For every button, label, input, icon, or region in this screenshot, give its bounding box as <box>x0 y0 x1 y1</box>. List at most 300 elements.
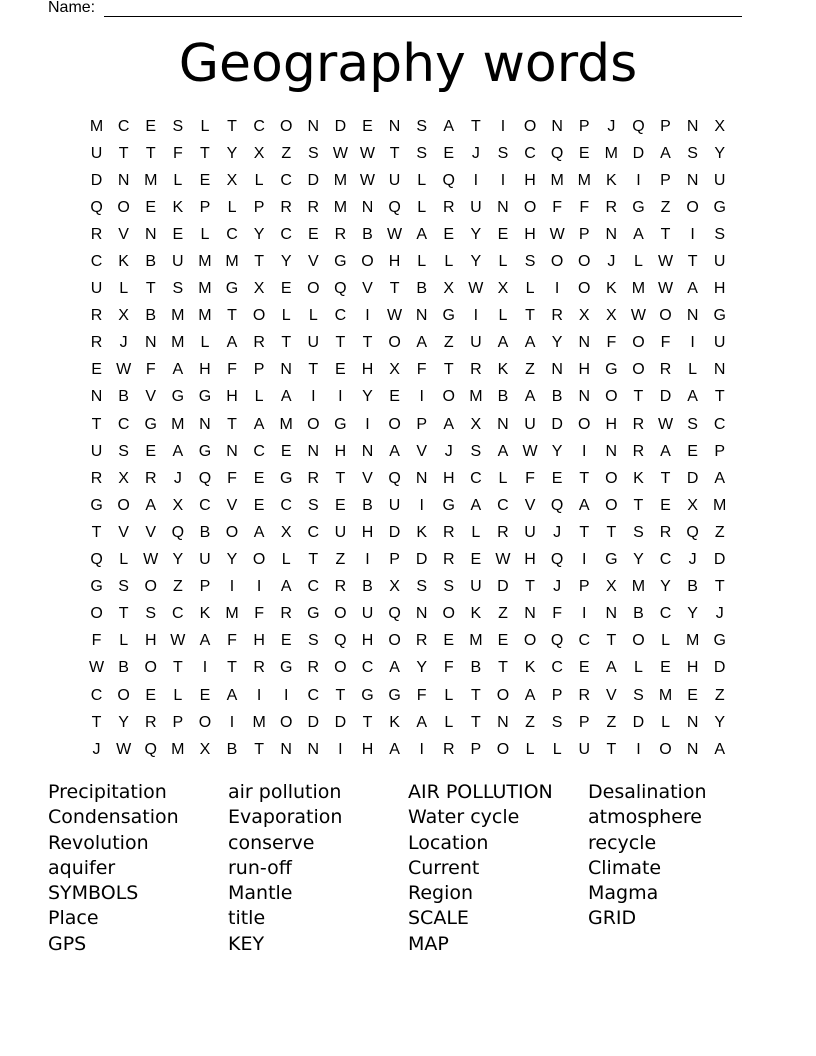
grid-letter: E <box>389 388 400 406</box>
grid-letter: W <box>359 144 376 162</box>
grid-letter: T <box>227 117 237 135</box>
grid-letter: H <box>226 388 238 406</box>
grid-letter: B <box>362 578 373 596</box>
grid-letter: N <box>307 740 320 758</box>
grid-letter: Q <box>550 144 564 162</box>
grid-letter: I <box>582 551 587 569</box>
grid-letter: A <box>660 144 671 162</box>
grid-letter: Y <box>253 225 265 243</box>
grid-letter: A <box>416 334 427 352</box>
grid-letter: N <box>578 334 591 352</box>
grid-letter: Z <box>660 198 671 216</box>
grid-letter: T <box>362 713 373 731</box>
grid-letter: N <box>497 198 509 216</box>
grid-row <box>83 628 733 655</box>
grid-letter: J <box>553 523 562 541</box>
grid-letter: S <box>416 144 427 162</box>
grid-letter: F <box>416 361 427 379</box>
grid-letter: Y <box>551 334 563 352</box>
grid-letter: N <box>226 442 238 460</box>
grid-letter: A <box>443 117 455 135</box>
grid-letter: T <box>660 469 671 487</box>
grid-letter: W <box>332 144 348 162</box>
grid-letter: M <box>279 415 293 433</box>
grid-letter: M <box>171 307 185 325</box>
grid-letter: S <box>307 632 319 650</box>
grid-letter: Z <box>443 334 454 352</box>
word-list-item: Precipitation <box>48 781 167 803</box>
grid-letter: S <box>714 225 726 243</box>
grid-letter: O <box>388 415 401 433</box>
grid-letter: L <box>227 198 237 216</box>
grid-letter: G <box>713 307 726 325</box>
grid-letter: C <box>117 117 130 135</box>
letter-grid <box>83 113 733 763</box>
grid-letter: E <box>497 632 509 650</box>
grid-letter: P <box>199 578 211 596</box>
grid-letter: N <box>415 469 428 487</box>
grid-letter: O <box>334 605 347 623</box>
grid-letter: H <box>524 171 536 189</box>
word-list-item: SYMBOLS <box>48 882 139 905</box>
grid-letter: B <box>362 225 373 243</box>
grid-letter: M <box>713 496 727 514</box>
grid-letter: O <box>659 307 672 325</box>
grid-letter: N <box>686 117 699 135</box>
word-list-item: SCALE <box>408 907 469 930</box>
grid-letter: X <box>687 496 698 514</box>
grid-letter: F <box>227 469 237 487</box>
grid-letter: C <box>713 415 726 433</box>
grid-letter: R <box>605 198 618 216</box>
grid-letter: U <box>388 171 401 189</box>
grid-letter: Z <box>714 686 725 704</box>
grid-letter: T <box>335 686 346 704</box>
grid-letter: S <box>687 415 698 433</box>
grid-letter: H <box>361 740 374 758</box>
grid-letter: A <box>687 280 698 298</box>
grid-letter: I <box>419 496 424 514</box>
grid-letter: S <box>416 578 427 596</box>
grid-letter: M <box>469 632 483 650</box>
grid-letter: R <box>253 659 265 677</box>
grid-letter: B <box>687 578 698 596</box>
grid-letter: T <box>308 551 319 569</box>
grid-letter: X <box>497 280 509 298</box>
grid-letter: R <box>497 523 509 541</box>
grid-letter: X <box>253 144 265 162</box>
grid-letter: M <box>171 415 185 433</box>
grid-letter: R <box>280 198 292 216</box>
grid-letter: E <box>443 632 455 650</box>
grid-letter: K <box>633 469 644 487</box>
grid-letter: M <box>144 171 158 189</box>
grid-letter: L <box>200 334 210 352</box>
grid-letter: G <box>225 280 239 298</box>
grid-letter: R <box>307 469 320 487</box>
grid-letter: I <box>690 334 695 352</box>
grid-letter: W <box>630 307 646 325</box>
grid-letter: K <box>470 605 482 623</box>
grid-letter: Y <box>714 144 726 162</box>
grid-letter: O <box>659 740 672 758</box>
grid-letter: W <box>549 225 565 243</box>
grid-letter: O <box>334 659 347 677</box>
word-list-item: GPS <box>48 932 87 955</box>
grid-row <box>83 194 733 221</box>
grid-letter: G <box>632 198 645 216</box>
grid-letter: G <box>171 388 185 406</box>
grid-letter: Z <box>281 144 292 162</box>
grid-letter: L <box>633 253 643 271</box>
grid-letter: E <box>443 225 455 243</box>
grid-letter: Z <box>714 523 725 541</box>
word-list-item: Location <box>408 831 489 854</box>
grid-letter: C <box>497 496 509 514</box>
grid-letter: T <box>200 144 210 162</box>
grid-letter: A <box>389 442 400 460</box>
grid-letter: L <box>417 198 427 216</box>
grid-letter: D <box>713 659 726 677</box>
grid-letter: S <box>118 578 129 596</box>
grid-letter: I <box>338 740 343 758</box>
grid-letter: T <box>525 307 535 325</box>
grid-letter: W <box>657 415 674 433</box>
grid-letter: J <box>444 442 453 460</box>
grid-letter: L <box>498 307 508 325</box>
word-list-item: Evaporation <box>228 806 343 829</box>
grid-letter: A <box>172 442 184 460</box>
grid-row <box>83 357 733 384</box>
grid-letter: L <box>444 686 454 704</box>
grid-letter: A <box>524 334 536 352</box>
grid-letter: H <box>253 632 265 650</box>
grid-letter: A <box>416 713 427 731</box>
grid-letter: S <box>470 442 482 460</box>
grid-letter: R <box>307 198 320 216</box>
grid-letter: I <box>256 686 262 704</box>
grid-letter: A <box>524 388 536 406</box>
grid-letter: Z <box>498 605 508 623</box>
grid-letter: Q <box>171 523 185 541</box>
grid-letter: A <box>226 334 238 352</box>
grid-letter: F <box>145 361 156 379</box>
grid-letter: Q <box>144 740 157 758</box>
grid-letter: W <box>170 632 186 650</box>
grid-letter: L <box>661 713 670 731</box>
grid-letter: L <box>498 469 508 487</box>
grid-letter: N <box>415 605 428 623</box>
grid-letter: I <box>500 117 506 135</box>
word-list-item: Desalination <box>588 781 707 803</box>
word-list-item: atmosphere <box>588 806 702 829</box>
grid-letter: T <box>579 469 590 487</box>
grid-letter: S <box>172 117 184 135</box>
grid-letter: M <box>171 334 185 352</box>
grid-letter: T <box>91 415 102 433</box>
grid-letter: O <box>605 388 618 406</box>
grid-row <box>83 140 733 167</box>
grid-letter: E <box>660 496 671 514</box>
grid-letter: F <box>525 469 535 487</box>
grid-letter: W <box>657 253 674 271</box>
grid-letter: I <box>283 686 289 704</box>
grid-letter: P <box>470 740 482 758</box>
grid-letter: W <box>387 307 403 325</box>
grid-letter: F <box>579 198 590 216</box>
grid-letter: M <box>225 605 239 623</box>
grid-row <box>83 221 733 248</box>
grid-letter: T <box>389 144 400 162</box>
grid-letter: Q <box>90 198 103 216</box>
grid-letter: S <box>443 578 455 596</box>
grid-letter: U <box>199 551 211 569</box>
grid-letter: L <box>281 551 291 569</box>
grid-letter: M <box>252 713 266 731</box>
grid-letter: Y <box>118 713 129 731</box>
grid-letter: T <box>118 144 129 162</box>
grid-letter: A <box>633 225 644 243</box>
grid-letter: T <box>227 415 237 433</box>
grid-letter: C <box>90 253 103 271</box>
grid-letter: L <box>173 686 183 704</box>
grid-letter: N <box>117 171 130 189</box>
grid-letter: P <box>578 117 590 135</box>
grid-letter: S <box>524 253 536 271</box>
name-write-line[interactable] <box>104 16 742 17</box>
grid-letter: N <box>605 442 618 460</box>
grid-letter: U <box>713 334 726 352</box>
grid-letter: O <box>361 253 374 271</box>
grid-letter: X <box>714 117 726 135</box>
grid-letter: F <box>227 361 237 379</box>
grid-letter: U <box>524 415 536 433</box>
grid-letter: Y <box>172 551 184 569</box>
grid-letter: A <box>714 469 726 487</box>
grid-letter: S <box>633 523 644 541</box>
grid-letter: Q <box>388 469 401 487</box>
grid-letter: B <box>416 280 427 298</box>
grid-letter: R <box>578 686 591 704</box>
grid-letter: N <box>90 388 103 406</box>
grid-letter: A <box>280 578 292 596</box>
grid-letter: R <box>90 307 103 325</box>
grid-letter: U <box>524 523 536 541</box>
grid-letter: I <box>419 388 424 406</box>
grid-letter: D <box>497 578 509 596</box>
grid-letter: S <box>497 144 509 162</box>
grid-letter: V <box>307 253 319 271</box>
grid-letter: T <box>389 280 400 298</box>
grid-letter: I <box>311 388 316 406</box>
grid-letter: O <box>225 523 239 541</box>
grid-letter: T <box>91 523 102 541</box>
grid-letter: H <box>144 632 157 650</box>
grid-letter: G <box>442 496 455 514</box>
grid-letter: R <box>470 361 482 379</box>
word-list-item: GRID <box>588 907 637 930</box>
grid-letter: H <box>361 632 374 650</box>
grid-letter: D <box>713 551 726 569</box>
grid-letter: O <box>578 253 591 271</box>
grid-letter: P <box>578 578 590 596</box>
grid-letter: N <box>686 740 699 758</box>
grid-letter: E <box>551 469 563 487</box>
grid-row <box>83 492 733 519</box>
grid-letter: E <box>687 442 698 460</box>
grid-letter: I <box>582 442 587 460</box>
word-list-item: run-off <box>228 856 292 879</box>
grid-letter: Z <box>525 713 535 731</box>
grid-letter: R <box>307 659 320 677</box>
grid-letter: T <box>91 713 102 731</box>
grid-letter: I <box>365 415 370 433</box>
grid-letter: O <box>523 198 537 216</box>
grid-letter: D <box>334 713 347 731</box>
grid-letter: E <box>91 361 102 379</box>
grid-letter: U <box>388 496 401 514</box>
grid-letter: W <box>387 225 403 243</box>
grid-letter: N <box>307 117 320 135</box>
grid-letter: X <box>470 415 482 433</box>
grid-letter: M <box>198 280 212 298</box>
grid-letter: V <box>145 523 157 541</box>
grid-row <box>83 574 733 601</box>
grid-letter: K <box>524 659 536 677</box>
grid-letter: K <box>605 280 617 298</box>
grid-letter: R <box>90 469 103 487</box>
grid-letter: Z <box>172 578 183 596</box>
grid-letter: O <box>279 713 293 731</box>
grid-letter: U <box>307 334 320 352</box>
grid-letter: Q <box>686 523 699 541</box>
grid-letter: P <box>389 551 400 569</box>
grid-letter: W <box>468 280 484 298</box>
grid-letter: C <box>117 415 130 433</box>
grid-letter: V <box>145 388 157 406</box>
grid-letter: L <box>498 253 508 271</box>
grid-letter: N <box>497 713 509 731</box>
grid-letter: D <box>551 415 563 433</box>
grid-letter: O <box>523 117 537 135</box>
grid-letter: N <box>686 713 699 731</box>
grid-row <box>83 547 733 574</box>
grid-letter: C <box>307 523 320 541</box>
grid-letter: N <box>578 388 591 406</box>
grid-letter: U <box>90 144 103 162</box>
grid-letter: L <box>254 171 264 189</box>
grid-letter: W <box>116 740 132 758</box>
grid-letter: Z <box>606 713 617 731</box>
grid-letter: G <box>90 578 103 596</box>
grid-letter: R <box>144 469 157 487</box>
grid-letter: O <box>388 632 401 650</box>
word-list-item: aquifer <box>48 856 116 879</box>
grid-letter: U <box>172 253 184 271</box>
grid-letter: A <box>497 334 509 352</box>
word-list-item: conserve <box>228 831 315 854</box>
grid-letter: A <box>253 523 265 541</box>
grid-letter: W <box>522 442 538 460</box>
grid-letter: U <box>713 171 726 189</box>
grid-letter: E <box>172 225 184 243</box>
grid-row <box>83 411 733 438</box>
grid-letter: E <box>145 442 157 460</box>
grid-letter: Q <box>550 496 564 514</box>
grid-letter: L <box>633 659 643 677</box>
grid-letter: J <box>92 740 101 758</box>
grid-letter: B <box>145 307 157 325</box>
grid-letter: G <box>388 686 401 704</box>
grid-letter: F <box>552 198 563 216</box>
grid-letter: X <box>389 578 400 596</box>
grid-letter: V <box>118 225 129 243</box>
grid-letter: J <box>715 605 724 623</box>
grid-letter: E <box>362 117 373 135</box>
grid-letter: U <box>470 198 482 216</box>
grid-letter: C <box>280 225 292 243</box>
grid-letter: Y <box>470 253 482 271</box>
grid-letter: K <box>172 198 184 216</box>
grid-letter: K <box>199 605 211 623</box>
grid-letter: O <box>90 605 103 623</box>
grid-letter: Y <box>280 253 292 271</box>
grid-letter: E <box>578 659 590 677</box>
grid-letter: N <box>280 361 292 379</box>
grid-letter: L <box>281 307 291 325</box>
grid-letter: K <box>605 171 617 189</box>
grid-letter: I <box>636 171 641 189</box>
grid-letter: E <box>578 144 590 162</box>
grid-letter: E <box>199 686 211 704</box>
grid-letter: X <box>172 496 184 514</box>
grid-letter: G <box>198 388 212 406</box>
grid-letter: E <box>335 496 346 514</box>
grid-letter: S <box>118 442 129 460</box>
grid-letter: W <box>657 280 674 298</box>
grid-letter: H <box>686 659 699 677</box>
grid-letter: B <box>497 388 509 406</box>
grid-letter: A <box>578 496 590 514</box>
grid-letter: X <box>118 469 129 487</box>
grid-letter: A <box>497 442 509 460</box>
grid-letter: J <box>173 469 182 487</box>
grid-letter: C <box>280 496 292 514</box>
grid-row <box>83 303 733 330</box>
grid-letter: M <box>198 253 212 271</box>
grid-letter: J <box>553 578 562 596</box>
grid-letter: T <box>118 605 129 623</box>
grid-letter: F <box>254 605 264 623</box>
grid-letter: Q <box>388 605 401 623</box>
word-list-item: AIR POLLUTION <box>408 781 553 803</box>
grid-letter: X <box>605 307 617 325</box>
grid-letter: N <box>686 171 699 189</box>
grid-letter: T <box>498 659 508 677</box>
grid-letter: F <box>443 659 454 677</box>
grid-letter: D <box>415 551 428 569</box>
grid-letter: V <box>605 686 617 704</box>
grid-letter: W <box>143 551 159 569</box>
grid-letter: S <box>416 117 427 135</box>
grid-letter: G <box>605 551 618 569</box>
name-line <box>48 0 95 18</box>
grid-letter: A <box>687 388 698 406</box>
grid-letter: I <box>202 659 208 677</box>
grid-letter: M <box>577 171 591 189</box>
grid-letter: M <box>198 307 212 325</box>
grid-letter: Q <box>632 117 645 135</box>
